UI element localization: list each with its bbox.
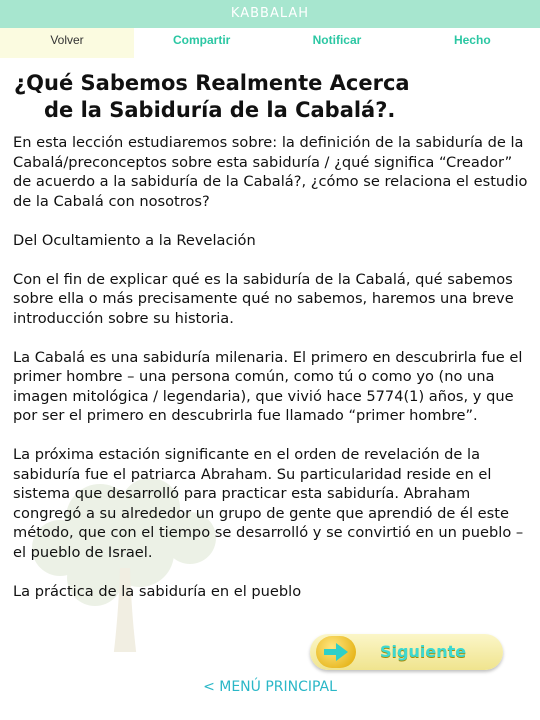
app-title-bar [0,0,540,28]
lesson-title-line2: de la Sabiduría de la Cabalá?. [44,98,396,122]
app-title: KABBALAH [230,6,310,21]
paragraph-intro: En esta lección estudiaremos sobre: la definición de la sabiduría de la Cabalá/preconceptos sobre esta sabiduría / ¿qué significa “Creador” de acuerdo a la sabiduría de la Cabalá?, ¿cómo se relaciona el estudio de la Cabalá con nosotros? [13,134,528,210]
main-menu-link[interactable]: < MENÚ PRINCIPAL [203,679,337,695]
arrow-right-icon [316,636,356,668]
lesson-content[interactable] [0,58,540,652]
lesson-title-line1: ¿Qué Sabemos Realmente Acerca [14,71,410,95]
paragraph-cutoff: La práctica de la sabiduría en el pueblo [13,582,302,600]
section-heading: Del Ocultamiento a la Revelación [13,231,256,249]
tab-notificar[interactable]: Notificar [312,33,362,47]
tab-volver[interactable]: Volver [0,28,134,58]
paragraph: La Cabalá es una sabiduría milenaria. El primero en descubrirla fue el primer hombre – una persona común, como tú o como yo (no una imagen mitológica / legendaria), que vivió hace 5774(1) años, y que por ser el primero en descubrirla fue llamado “primer hombre”. [13,348,523,424]
tab-hecho[interactable]: Hecho [453,33,491,47]
paragraph: Con el fin de explicar qué es la sabiduría de la Cabalá, qué sabemos sobre ella o más precisamente qué no sabemos, haremos una breve introducción sobre su historia. [13,270,514,327]
lesson-body [13,133,531,621]
next-button-label: Siguiente [380,642,467,661]
tab-compartir[interactable]: Compartir [172,33,231,47]
tab-bar [0,28,540,58]
lesson-title [14,70,514,124]
paragraph: La próxima estación significante en el orden de revelación de la sabiduría fue el patriarca Abraham. Su particularidad reside en el sistema que desarrolló para practicar esta sabiduría. Abraham congregó a su alrededor un grupo de gente que aprendió de él este método, que con el tiempo se desarrolló y se convirtió en un pueblo – el pueblo de Israel. [13,446,524,561]
next-button[interactable] [310,634,503,670]
